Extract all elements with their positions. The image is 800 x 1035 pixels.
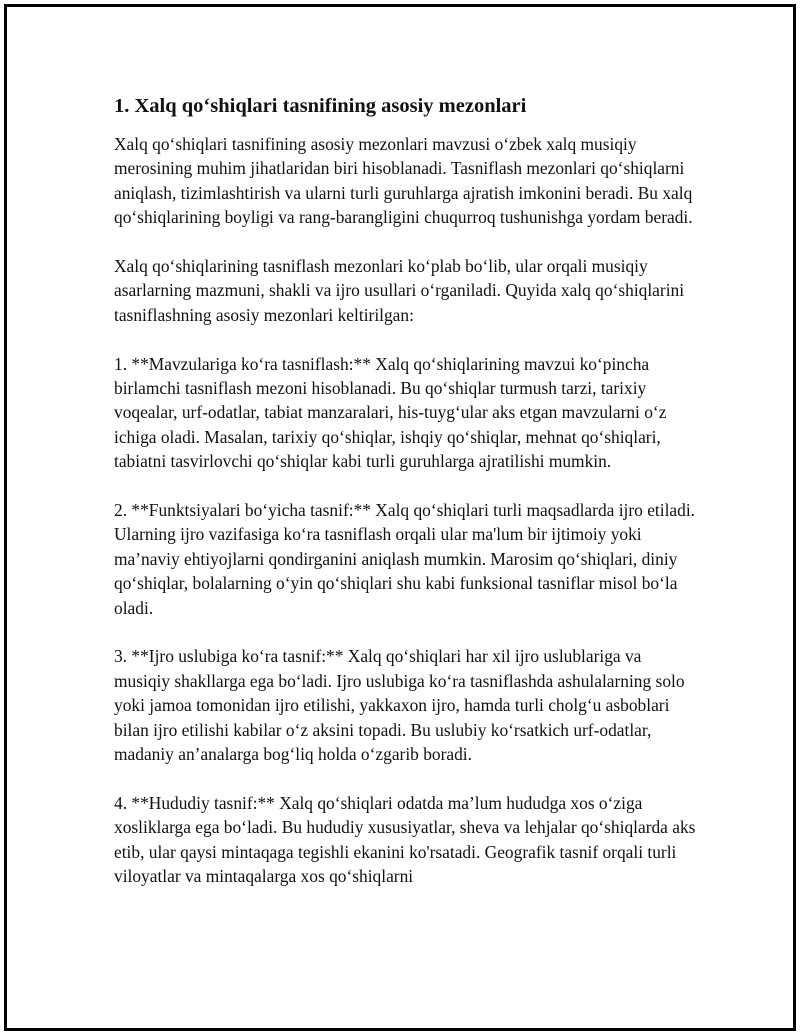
paragraph-criteria-overview: Xalq qo‘shiqlarining tasniflash mezonlari ko‘plab bo‘lib, ular orqali musiqiy asarlarning mazmuni, shakli va ijro usullari o‘rganiladi. Quyida xalq qo‘shiqlarini tasniflashning asosiy mezonlari keltirilgan: bbox=[114, 256, 685, 325]
paragraph-criterion-functions: 2. **Funktsiyalari bo‘yicha tasnif:** Xalq qo‘shiqlari turli maqsadlarda ijro etiladi. Ularning ijro vazifasiga ko‘ra tasniflash orqali ular ma'lum bir ijtimoiy yoki ma’naviy ehtiyojlarni qondirganini aniqlash mumkin. Marosim qo‘shiqlari, diniy qo‘shiqlar, bolalarning o‘yin qo‘shiqlari shu kabi funksional tasniflar misol bo‘la oladi. bbox=[114, 500, 696, 618]
paragraph-criterion-themes: 1. **Mavzulariga ko‘ra tasniflash:** Xalq qo‘shiqlarining mavzui ko‘pincha birlamchi tasniflash mezoni hisoblanadi. Bu qo‘shiqlar turmush tarzi, tarixiy voqealar, urf-odatlar, tabiat manzaralari, his-tuyg‘ular aks etgan mavzularni o‘z ichiga oladi. Masalan, tarixiy qo‘shiqlar, ishqiy qo‘shiqlar, mehnat qo‘shiqlari, tabiatni tasvirlovchi qo‘shiqlar kabi turli guruhlarga ajratilishi mumkin. bbox=[114, 353, 667, 472]
paragraph-criterion-performance-style: 3. **Ijro uslubiga ko‘ra tasnif:** Xalq qo‘shiqlari har xil ijro uslublariga va musiqiy shakllarga ega bo‘ladi. Ijro uslubiga ko‘ra tasniflashda ashulalarning solo yoki jamoa tomonidan ijro etilishi, yakkaxon ijro, hamda turli cholg‘u asboblari bilan ijro etilishi kabilar o‘z aksini topadi. Bu uslubiy ko‘rsatkich urf-odatlar, madaniy an’analarga bog‘liq holda o‘zgarib boradi. bbox=[114, 646, 685, 765]
paragraph-criterion-regional: 4. **Hududiy tasnif:** Xalq qo‘shiqlari odatda ma’lum hududga xos o‘ziga xosliklarga ega bo‘ladi. Bu hududiy xususiyatlar, sheva va lehjalar qo‘shiqlarda aks etib, ular qaysi mintaqaga tegishli ekanini ko'rsatadi. Geografik tasnif orqali turli viloyatlar va mintaqalarga xos qo‘shiqlarni bbox=[114, 792, 696, 887]
document-body bbox=[114, 92, 696, 889]
section-heading: 1. Xalq qo‘shiqlari tasnifining asosiy mezonlari bbox=[114, 95, 527, 117]
paragraph-intro: Xalq qo‘shiqlari tasnifining asosiy mezonlari mavzusi o‘zbek xalq musiqiy merosining muhim jihatlaridan biri hisoblanadi. Tasniflash mezonlari qo‘shiqlarni aniqlash, tizimlashtirish va ularni turli guruhlarga ajratish imkonini beradi. Bu xalq qo‘shiqlarining boyligi va rang-barangligini chuqurroq tushunishga yordam beradi. bbox=[114, 134, 693, 228]
